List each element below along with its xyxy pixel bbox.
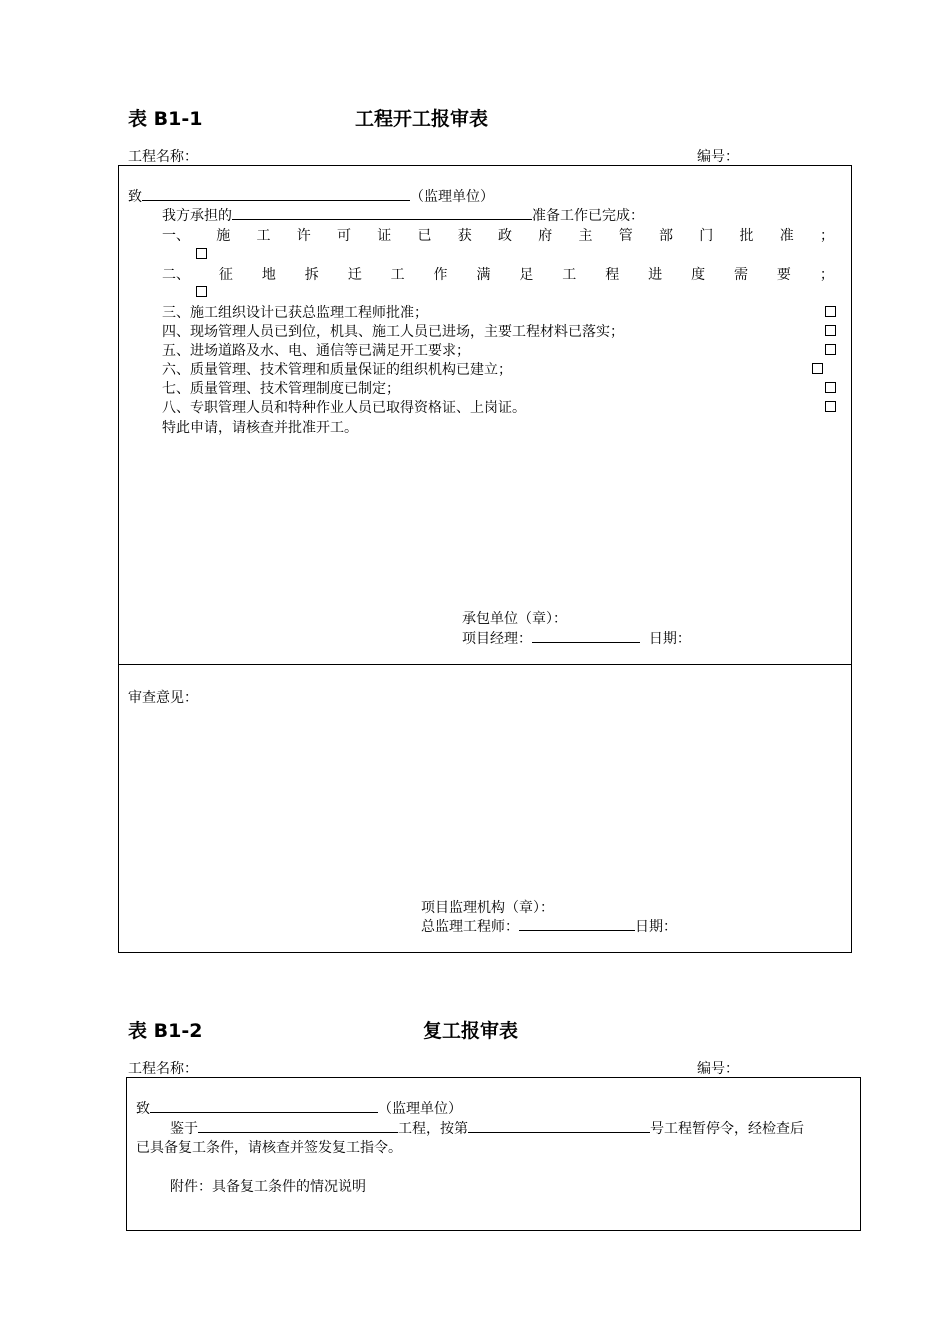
form1-title: 工程开工报审表 (355, 108, 489, 130)
char: 证 (377, 228, 392, 244)
form2-title: 复工报审表 (423, 1020, 519, 1042)
item7-checkbox[interactable] (825, 382, 836, 393)
line2-suffix: 号工程暂停令，经检查后 (650, 1121, 804, 1137)
to-prefix: 致 (128, 189, 142, 205)
to-suffix: （监理单位） (410, 189, 494, 205)
item6-text: 六、质量管理、技术管理和质量保证的组织机构已建立； (162, 362, 512, 378)
line2-mid: 工程，按第 (398, 1121, 468, 1137)
char: 拆 (304, 267, 319, 283)
char: 已 (417, 228, 432, 244)
item3-checkbox[interactable] (825, 306, 836, 317)
form2-number-label: 编号： (697, 1061, 739, 1077)
review-label: 审查意见： (128, 690, 198, 706)
char: 主 (578, 228, 593, 244)
char: ； (819, 267, 834, 283)
item4-checkbox[interactable] (825, 325, 836, 336)
char: 足 (519, 267, 534, 283)
char: 可 (337, 228, 351, 244)
char: 管 (618, 228, 633, 244)
item7-text: 七、质量管理、技术管理制度已制定； (162, 381, 400, 397)
project-field[interactable] (232, 205, 532, 220)
char: 准 (779, 228, 794, 244)
char: 获 (457, 228, 472, 244)
char: 工 (390, 267, 405, 283)
form1-undertake-line (162, 205, 644, 225)
item4-text: 四、现场管理人员已到位，机具、施工人员已进场，主要工程材料已落实； (162, 324, 624, 340)
item1-row (162, 225, 834, 245)
char: 部 (659, 228, 673, 244)
item2-row (162, 264, 834, 284)
char: 要 (776, 267, 791, 283)
char: 迁 (347, 267, 362, 283)
project-field-2[interactable] (198, 1118, 398, 1133)
item6-checkbox[interactable] (812, 363, 823, 374)
char: 度 (691, 267, 706, 283)
char: 作 (433, 267, 448, 283)
form1-divider (119, 664, 851, 665)
char: 政 (498, 228, 512, 244)
char: 工 (562, 267, 577, 283)
supervision-unit-field[interactable] (142, 186, 410, 201)
char: 施 (216, 228, 231, 244)
form1-number-label: 编号： (697, 149, 739, 165)
form2-line2 (170, 1118, 804, 1138)
char: 需 (733, 267, 748, 283)
char: 门 (699, 228, 714, 244)
char: 程 (605, 267, 620, 283)
char: 工 (256, 228, 271, 244)
item3-text: 三、施工组织设计已获总监理工程师批准； (162, 305, 428, 321)
char: 批 (739, 228, 754, 244)
item5-checkbox[interactable] (825, 344, 836, 355)
item8-text: 八、专职管理人员和特种作业人员已取得资格证、上岗证。 (162, 400, 526, 416)
char: 进 (648, 267, 663, 283)
form2-to-line (136, 1098, 462, 1118)
pm-line (462, 628, 691, 648)
supervision-unit-field-2[interactable] (150, 1098, 378, 1113)
supervision-seal-label: 项目监理机构（章）： (421, 900, 554, 916)
form2-project-name-label: 工程名称： (128, 1061, 198, 1077)
item2-checkbox[interactable] (196, 286, 207, 297)
char: 满 (476, 267, 491, 283)
item5-text: 五、进场道路及水、电、通信等已满足开工要求； (162, 343, 470, 359)
form1-project-name-label: 工程名称： (128, 149, 198, 165)
date-label: 日期： (648, 631, 691, 647)
char: 一、 (162, 228, 190, 244)
item8-checkbox[interactable] (825, 401, 836, 412)
date-label-2: 日期： (635, 919, 677, 935)
char: ； (820, 228, 834, 244)
form2-code: 表 B1-2 (128, 1020, 203, 1042)
char: 地 (261, 267, 276, 283)
char: 二、 (162, 267, 190, 283)
char: 征 (218, 267, 233, 283)
form1-code: 表 B1-1 (128, 108, 203, 130)
undertake-suffix: 准备工作已完成： (532, 208, 644, 224)
form2-line3: 已具备复工条件，请核查并签发复工指令。 (136, 1140, 402, 1156)
chief-signature-field[interactable] (519, 916, 635, 931)
to-suffix-2: （监理单位） (378, 1101, 462, 1117)
pm-label: 项目经理： (462, 631, 532, 647)
request-text: 特此申请，请核查并批准开工。 (162, 420, 358, 436)
chief-label: 总监理工程师： (421, 919, 519, 935)
char: 府 (538, 228, 553, 244)
stop-order-number-field[interactable] (468, 1118, 650, 1133)
chief-line (421, 916, 677, 936)
contractor-seal-label: 承包单位（章）： (462, 611, 567, 627)
to-prefix-2: 致 (136, 1101, 150, 1117)
undertake-prefix: 我方承担的 (162, 208, 232, 224)
attachment-text: 附件：具备复工条件的情况说明 (170, 1179, 366, 1195)
char: 许 (296, 228, 311, 244)
line2-prefix: 鉴于 (170, 1121, 198, 1137)
item1-checkbox[interactable] (196, 248, 207, 259)
pm-signature-field[interactable] (532, 628, 640, 643)
form1-to-line (128, 186, 494, 206)
